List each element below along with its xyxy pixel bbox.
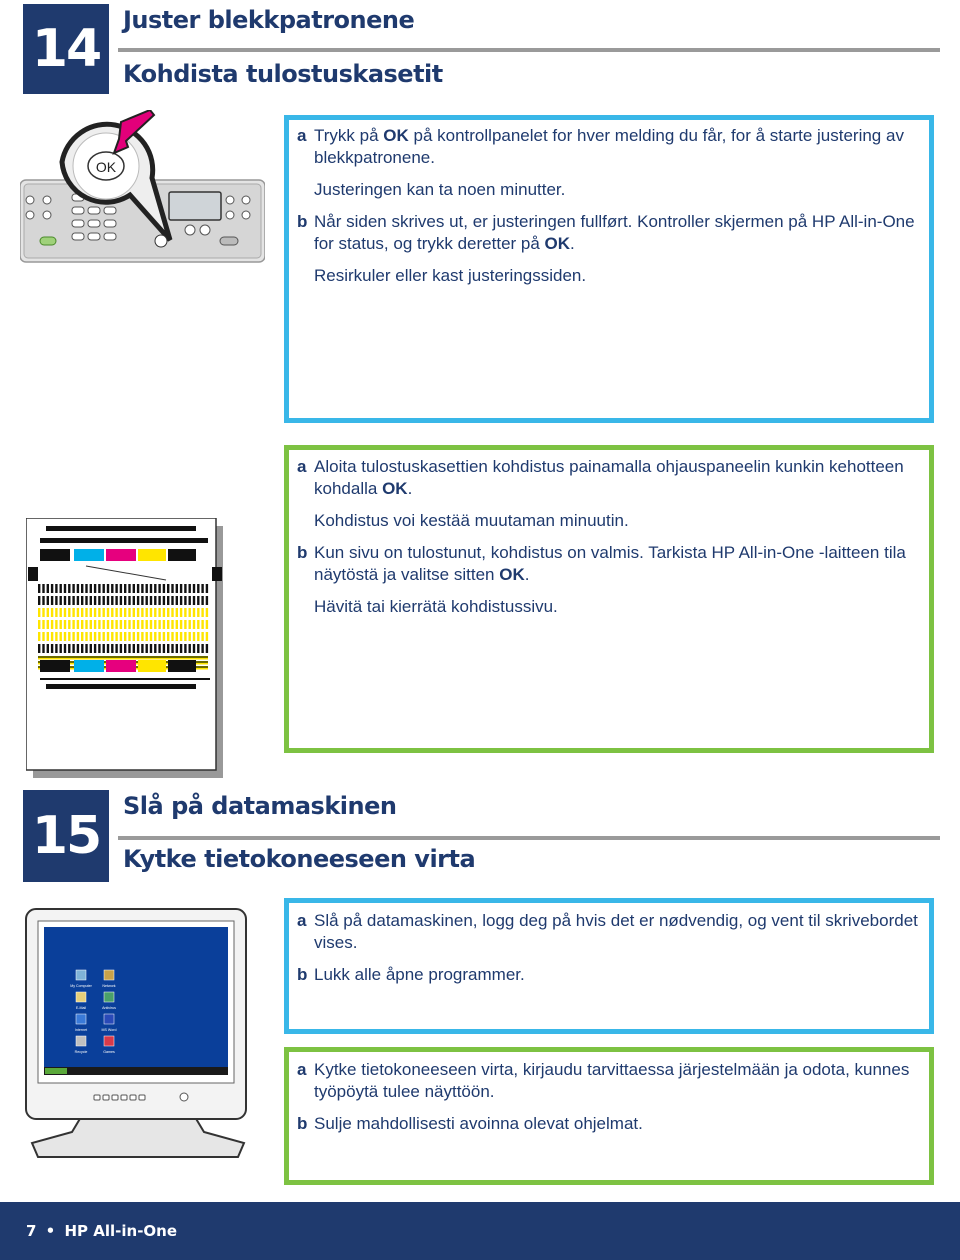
tick-bar — [94, 620, 96, 629]
desktop-icon-label: Network — [102, 984, 116, 988]
tick-bar — [81, 584, 83, 593]
tick-bar — [81, 596, 83, 605]
tick-bar — [137, 596, 139, 605]
tick-bar — [42, 632, 44, 641]
tick-bar — [189, 608, 191, 617]
tick-bar — [55, 632, 57, 641]
cyan-block — [74, 660, 104, 672]
tick-bar — [42, 620, 44, 629]
tick-bar — [158, 584, 160, 593]
tick-bar — [146, 608, 148, 617]
tick-bar — [85, 608, 87, 617]
tick-bar — [189, 620, 191, 629]
print-bar — [40, 678, 210, 680]
ok-button-label: OK — [95, 159, 117, 175]
tick-bar — [150, 596, 152, 605]
tick-bar — [180, 608, 182, 617]
tick-bar — [103, 596, 105, 605]
tick-bar — [81, 608, 83, 617]
tick-bar — [42, 608, 44, 617]
tick-bar — [77, 644, 79, 653]
tick-bar — [124, 644, 126, 653]
page-number: 7 — [26, 1222, 37, 1240]
tick-bar — [115, 632, 117, 641]
tick-bar — [107, 632, 109, 641]
tick-bar — [133, 644, 135, 653]
tick-bar — [133, 620, 135, 629]
tick-bar — [55, 596, 57, 605]
desktop-icon — [76, 1036, 86, 1046]
tick-bar — [107, 584, 109, 593]
tick-bar — [60, 608, 62, 617]
tick-bar — [60, 632, 62, 641]
tick-bar — [90, 596, 92, 605]
black-block — [168, 549, 196, 561]
tick-bar — [137, 608, 139, 617]
tick-bar — [146, 584, 148, 593]
tick-bar — [128, 596, 130, 605]
tick-bar — [68, 632, 70, 641]
tick-bar — [206, 632, 208, 641]
tick-bar — [85, 596, 87, 605]
tick-bar — [77, 584, 79, 593]
tick-bar — [171, 620, 173, 629]
tick-bar — [158, 596, 160, 605]
tick-bar — [60, 620, 62, 629]
tick-bar — [51, 584, 53, 593]
tick-bar — [193, 644, 195, 653]
tick-bar — [163, 596, 165, 605]
tick-bar — [171, 596, 173, 605]
tick-bar — [72, 596, 74, 605]
tick-bar — [77, 620, 79, 629]
desktop-icon-label: My Computer — [70, 984, 92, 988]
tick-bar — [176, 644, 178, 653]
tick-bar — [111, 620, 113, 629]
tick-bar — [133, 632, 135, 641]
tick-bar — [189, 584, 191, 593]
tick-bar — [42, 584, 44, 593]
tick-bar — [141, 644, 143, 653]
desktop-icon — [76, 970, 86, 980]
tick-bar — [128, 608, 130, 617]
alignment-page-illustration — [26, 518, 226, 780]
tick-bar — [51, 608, 53, 617]
tick-bar — [154, 620, 156, 629]
tick-bar — [90, 620, 92, 629]
step-15-finnish-text: a Kytke tietokoneeseen virta, kirjaudu tarvittaessa järjestelmään ja odota, kunnes työpöytä tulee näyttöön. b Sulje mahdollisesti avoinna olevat ohjelmat. — [297, 1060, 910, 1133]
desktop-icon — [104, 1014, 114, 1024]
monitor-illustration — [24, 907, 252, 1167]
tick-bar — [94, 608, 96, 617]
tick-bar — [176, 632, 178, 641]
tick-bar — [193, 584, 195, 593]
tick-bar — [77, 608, 79, 617]
tick-bar — [103, 632, 105, 641]
tick-bar — [60, 596, 62, 605]
tick-bar — [120, 596, 122, 605]
step-14-finnish-text: a Aloita tulostuskasettien kohdistus painamalla ohjauspaneelin kunkin kehotteen kohdalla OK. Kohdistus voi kestää muutaman minuutin. b Kun sivu on tulostunut, kohdistus on valmis. Tarkista HP All-in-One -laitteen tila näytöstä ja valitse sitten OK. Hävitä tai kierrätä kohdistussivu. — [297, 457, 906, 616]
side-marker — [212, 567, 222, 581]
tick-bar — [137, 644, 139, 653]
tick-bar — [55, 620, 57, 629]
control-panel-illustration — [20, 110, 265, 270]
tick-bar — [167, 632, 169, 641]
tick-bar — [115, 584, 117, 593]
tick-bar — [120, 632, 122, 641]
tick-bar — [51, 632, 53, 641]
tick-bar — [176, 620, 178, 629]
tick-bar — [197, 584, 199, 593]
tick-bar — [77, 632, 79, 641]
tick-bar — [85, 632, 87, 641]
tick-bar — [163, 632, 165, 641]
tick-bar — [128, 584, 130, 593]
tick-bar — [133, 608, 135, 617]
tick-bar — [51, 620, 53, 629]
tick-bar — [68, 584, 70, 593]
step-14-title-no: Juster blekkpatronene — [123, 6, 415, 34]
tick-bar — [115, 596, 117, 605]
step-15-title-fi: Kytke tietokoneeseen virta — [123, 845, 476, 873]
tick-bar — [171, 608, 173, 617]
tick-bar — [206, 620, 208, 629]
tick-bar — [180, 632, 182, 641]
tick-bar — [133, 596, 135, 605]
tick-bar — [180, 596, 182, 605]
tick-bar — [128, 620, 130, 629]
tick-bar — [201, 584, 203, 593]
tick-bar — [47, 608, 49, 617]
desktop-icon-label: Recycle — [74, 1050, 88, 1054]
tick-bar — [176, 584, 178, 593]
desktop-icon — [104, 1036, 114, 1046]
tick-bar — [184, 644, 186, 653]
tick-bar — [197, 596, 199, 605]
product-name: HP All-in-One — [64, 1222, 178, 1240]
tick-bar — [184, 596, 186, 605]
tick-bar — [197, 644, 199, 653]
tick-bar — [94, 644, 96, 653]
tick-bar — [72, 632, 74, 641]
tick-bar — [38, 584, 40, 593]
tick-bar — [47, 584, 49, 593]
tick-bar — [201, 620, 203, 629]
tick-bar — [103, 620, 105, 629]
tick-bar — [103, 644, 105, 653]
print-bar — [46, 684, 196, 689]
tick-bar — [60, 584, 62, 593]
tick-bar — [64, 596, 66, 605]
tick-bar — [72, 584, 74, 593]
tick-bar — [176, 608, 178, 617]
black-block — [40, 549, 70, 561]
tick-bar — [124, 596, 126, 605]
print-bar — [46, 526, 196, 531]
tick-bar — [64, 584, 66, 593]
tick-bar — [124, 620, 126, 629]
tick-bar — [184, 584, 186, 593]
tick-bar — [55, 584, 57, 593]
tick-bar — [193, 632, 195, 641]
tick-bar — [90, 644, 92, 653]
tick-bar — [141, 632, 143, 641]
tick-bar — [128, 632, 130, 641]
tick-bar — [120, 644, 122, 653]
tick-bar — [137, 584, 139, 593]
tick-bar — [85, 584, 87, 593]
tick-bar — [72, 644, 74, 653]
tick-bar — [111, 608, 113, 617]
tick-bar — [85, 644, 87, 653]
tick-bar — [206, 608, 208, 617]
tick-bar — [64, 620, 66, 629]
tick-bar — [98, 632, 100, 641]
tick-bar — [38, 596, 40, 605]
step-14-title-fi: Kohdista tulostuskasetit — [123, 60, 443, 88]
cyan-block — [74, 549, 104, 561]
tick-bar — [47, 620, 49, 629]
tick-bar — [124, 608, 126, 617]
tick-bar — [197, 608, 199, 617]
tick-bar — [72, 620, 74, 629]
tick-bar — [184, 608, 186, 617]
tick-bar — [184, 620, 186, 629]
tick-bar — [111, 584, 113, 593]
tick-bar — [146, 620, 148, 629]
footer-separator: • — [45, 1222, 56, 1240]
tick-bar — [146, 632, 148, 641]
tick-bar — [77, 596, 79, 605]
desktop-icon — [76, 992, 86, 1002]
desktop-icon-label: E-Mail — [75, 1006, 87, 1010]
tick-bar — [167, 620, 169, 629]
step-14-norwegian-text: a Trykk på OK på kontrollpanelet for hver melding du får, for å starte justering av blekkpatronene. Justeringen kan ta noen minutter. b Når siden skrives ut, er justeringen fullført. Kontroller skjermen på HP All-in-One for status, og trykk deretter på OK. Resirkuler eller kast justeringssiden. — [297, 126, 915, 285]
tick-bar — [64, 608, 66, 617]
tick-bar — [81, 644, 83, 653]
tick-bar — [90, 632, 92, 641]
tick-bar — [189, 596, 191, 605]
tick-bar — [167, 584, 169, 593]
tick-bar — [184, 632, 186, 641]
step-number-15: 15 — [23, 790, 109, 882]
tick-bar — [38, 620, 40, 629]
tick-bar — [51, 644, 53, 653]
tick-bar — [124, 584, 126, 593]
tick-bar — [64, 632, 66, 641]
tick-bar — [167, 608, 169, 617]
tick-bar — [68, 620, 70, 629]
tick-bar — [124, 632, 126, 641]
yellow-stripe — [38, 658, 208, 660]
tick-bar — [189, 632, 191, 641]
tick-bar — [55, 608, 57, 617]
tick-bar — [60, 644, 62, 653]
tick-bar — [201, 644, 203, 653]
tick-bar — [154, 632, 156, 641]
desktop-icon-label: Antivirus — [102, 1006, 116, 1010]
tick-bar — [201, 596, 203, 605]
tick-bar — [197, 620, 199, 629]
desktop-icon-label: Internet — [74, 1028, 88, 1032]
tick-bar — [38, 644, 40, 653]
tick-bar — [193, 620, 195, 629]
tick-bar — [158, 608, 160, 617]
tick-bar — [120, 584, 122, 593]
tick-bar — [146, 644, 148, 653]
desktop-icon — [104, 992, 114, 1002]
step-14-divider — [118, 48, 940, 52]
side-marker — [28, 567, 38, 581]
tick-bar — [81, 632, 83, 641]
tick-bar — [42, 596, 44, 605]
black-block — [168, 660, 196, 672]
tick-bar — [107, 620, 109, 629]
tick-bar — [176, 596, 178, 605]
tick-bar — [98, 584, 100, 593]
tick-bar — [180, 620, 182, 629]
tick-bar — [163, 644, 165, 653]
tick-bar — [163, 620, 165, 629]
tick-bar — [38, 632, 40, 641]
tick-bar — [150, 644, 152, 653]
tick-bar — [111, 644, 113, 653]
tick-bar — [180, 584, 182, 593]
tick-bar — [42, 644, 44, 653]
tick-bar — [163, 608, 165, 617]
tick-bar — [68, 608, 70, 617]
tick-bar — [111, 632, 113, 641]
magenta-block — [106, 549, 136, 561]
tick-bar — [154, 584, 156, 593]
tick-bar — [115, 644, 117, 653]
desktop-icon-label: MS Word — [101, 1028, 117, 1032]
tick-bar — [94, 584, 96, 593]
tick-bar — [107, 644, 109, 653]
tick-bar — [171, 644, 173, 653]
tick-bar — [189, 644, 191, 653]
black-block — [40, 660, 70, 672]
tick-bar — [115, 608, 117, 617]
tick-bar — [107, 596, 109, 605]
tick-bar — [81, 620, 83, 629]
tick-bar — [98, 644, 100, 653]
tick-bar — [171, 584, 173, 593]
tick-bar — [197, 632, 199, 641]
yellow-block — [138, 549, 166, 561]
tick-bar — [146, 596, 148, 605]
tick-bar — [141, 608, 143, 617]
tick-bar — [103, 584, 105, 593]
tick-bar — [154, 608, 156, 617]
desktop-icon — [104, 970, 114, 980]
tick-bar — [201, 608, 203, 617]
tick-bar — [167, 596, 169, 605]
tick-bar — [201, 632, 203, 641]
tick-bar — [47, 644, 49, 653]
yellow-block — [138, 660, 166, 672]
tick-bar — [150, 584, 152, 593]
tick-bar — [98, 596, 100, 605]
tick-bar — [141, 584, 143, 593]
tick-bar — [94, 632, 96, 641]
tick-bar — [68, 596, 70, 605]
tick-bar — [167, 644, 169, 653]
tick-bar — [206, 584, 208, 593]
tick-bar — [85, 620, 87, 629]
tick-bar — [55, 644, 57, 653]
tick-bar — [193, 608, 195, 617]
tick-bar — [51, 596, 53, 605]
step-15-title-no: Slå på datamaskinen — [123, 792, 397, 820]
step-15-divider — [118, 836, 940, 840]
tick-bar — [150, 620, 152, 629]
tick-bar — [120, 608, 122, 617]
tick-bar — [133, 584, 135, 593]
tick-bar — [193, 596, 195, 605]
tick-bar — [206, 644, 208, 653]
tick-bar — [120, 620, 122, 629]
tick-bar — [47, 596, 49, 605]
step-number-14: 14 — [23, 4, 109, 94]
tick-bar — [98, 608, 100, 617]
tick-bar — [115, 620, 117, 629]
tick-bar — [90, 608, 92, 617]
tick-bar — [38, 608, 40, 617]
tick-bar — [150, 632, 152, 641]
tick-bar — [154, 596, 156, 605]
tick-bar — [158, 644, 160, 653]
tick-bar — [64, 644, 66, 653]
tick-bar — [158, 632, 160, 641]
tick-bar — [47, 632, 49, 641]
tick-bar — [206, 596, 208, 605]
page-footer — [0, 1202, 960, 1260]
tick-bar — [103, 608, 105, 617]
tick-bar — [171, 632, 173, 641]
desktop-icon — [76, 1014, 86, 1024]
tick-bar — [141, 620, 143, 629]
tick-bar — [141, 596, 143, 605]
tick-bar — [150, 608, 152, 617]
tick-bar — [163, 584, 165, 593]
tick-bar — [107, 608, 109, 617]
tick-bar — [154, 644, 156, 653]
magenta-block — [106, 660, 136, 672]
tick-bar — [137, 632, 139, 641]
tick-bar — [68, 644, 70, 653]
tick-bar — [137, 620, 139, 629]
tick-bar — [128, 644, 130, 653]
tick-bar — [180, 644, 182, 653]
step-15-norwegian-text: a Slå på datamaskinen, logg deg på hvis det er nødvendig, og vent til skrivebordet vises. b Lukk alle åpne programmer. — [297, 911, 918, 984]
print-bar — [40, 538, 208, 543]
tick-bar — [158, 620, 160, 629]
tick-bar — [90, 584, 92, 593]
desktop-icon-label: Games — [103, 1050, 115, 1054]
tick-bar — [72, 608, 74, 617]
tick-bar — [98, 620, 100, 629]
tick-bar — [111, 596, 113, 605]
tick-bar — [94, 596, 96, 605]
